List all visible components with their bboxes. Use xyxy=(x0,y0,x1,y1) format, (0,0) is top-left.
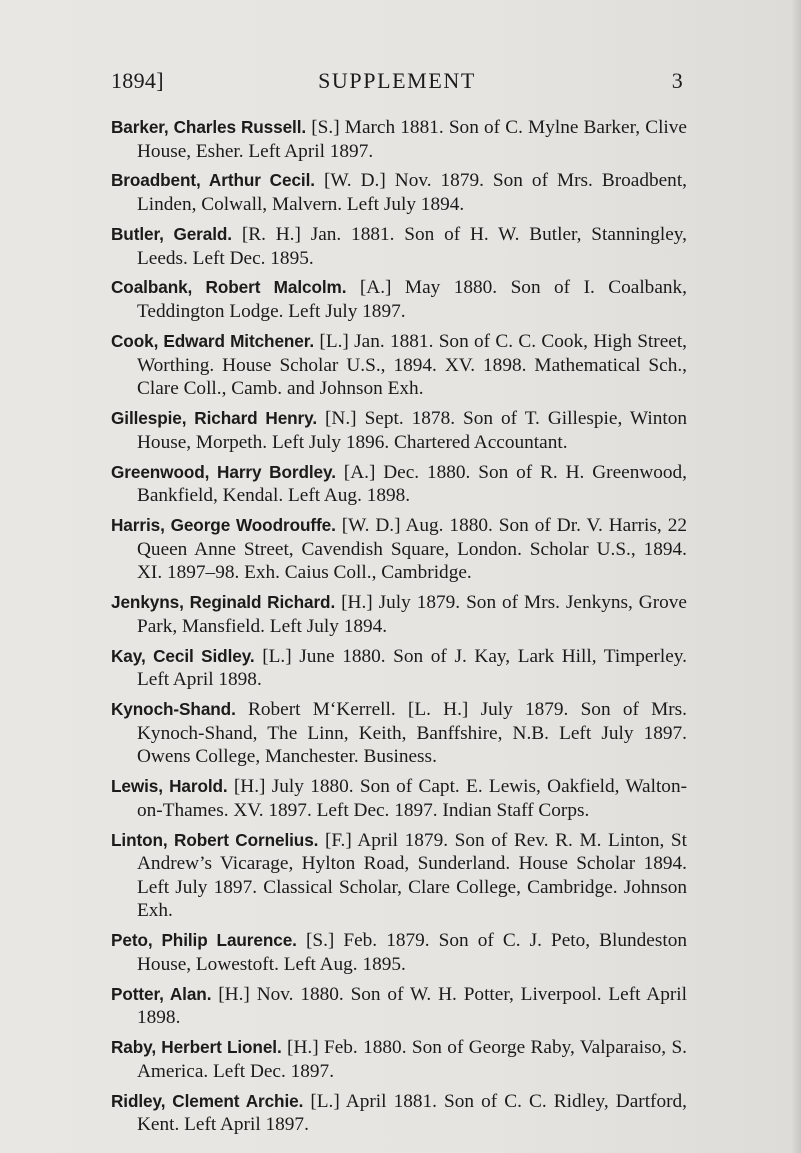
entry-text: [H.] July 1880. Son of Capt. E. Lewis, Oakfield, Walton-on-Thames. XV. 1897. Left Dec. 1897. Indian Staff Corps. xyxy=(137,776,687,821)
entry-name: Lewis, Harold. xyxy=(111,776,228,797)
entry-text: [R. H.] Jan. 1881. Son of H. W. Butler, Stanningley, Leeds. Left Dec. 1895. xyxy=(137,223,687,269)
entry-name: Gillespie, Richard Henry. xyxy=(111,408,318,429)
entry-name: Raby, Herbert Lionel. xyxy=(111,1037,282,1058)
entry xyxy=(111,829,687,923)
entry xyxy=(111,645,687,692)
entry xyxy=(111,223,687,270)
entry-text: [S.] Feb. 1879. Son of C. J. Peto, Blundeston House, Lowestoft. Left Aug. 1895. xyxy=(137,930,687,975)
entry-text: [N.] Sept. 1878. Son of T. Gillespie, Winton House, Morpeth. Left July 1896. Chartered Accountant. xyxy=(137,408,687,453)
entry-text: [H.] Feb. 1880. Son of George Raby, Valparaiso, S. America. Left Dec. 1897. xyxy=(137,1037,687,1082)
entry-text: [H.] Nov. 1880. Son of W. H. Potter, Liverpool. Left April 1898. xyxy=(137,983,687,1029)
entry xyxy=(111,407,687,454)
entry-text: [L.] Jan. 1881. Son of C. C. Cook, High Street, Worthing. House Scholar U.S., 1894. XV. 1898. Mathematical Sch., Clare Coll., Camb. and Johnson Exh. xyxy=(137,330,687,400)
entry-text: [F.] April 1879. Son of Rev. R. M. Linton, St Andrew’s Vicarage, Hylton Road, Sunderland. House Scholar 1894. Left July 1897. Classical Scholar, Clare College, Cambridge. Johnson Exh. xyxy=(137,829,687,922)
entry-name: Potter, Alan. xyxy=(111,983,212,1004)
entry-text: [W. D.] Nov. 1879. Son of Mrs. Broadbent, Linden, Colwall, Malvern. Left July 1894. xyxy=(137,170,688,216)
entry xyxy=(111,929,687,976)
entry-text: [A.] Dec. 1880. Son of R. H. Greenwood, Bankfield, Kendal. Left Aug. 1898. xyxy=(137,461,688,507)
entry xyxy=(111,1090,687,1137)
entry xyxy=(111,276,687,323)
entry-list xyxy=(111,116,687,1143)
entry-text: [A.] May 1880. Son of I. Coalbank, Teddington Lodge. Left July 1897. xyxy=(137,277,687,323)
entry xyxy=(111,698,687,769)
running-header xyxy=(111,68,683,102)
entry-name: Barker, Charles Russell. xyxy=(111,117,307,137)
header-year: 1894] xyxy=(111,68,164,93)
entry-text: [L.] April 1881. Son of C. C. Ridley, Dartford, Kent. Left April 1897. xyxy=(137,1090,687,1136)
entry-name: Harris, George Woodrouffe. xyxy=(111,514,336,535)
entry xyxy=(111,514,687,585)
page-edge-shadow xyxy=(791,0,801,1153)
entry xyxy=(111,116,687,163)
entry xyxy=(111,1036,687,1083)
entry-text: [H.] July 1879. Son of Mrs. Jenkyns, Grove Park, Mansfield. Left July 1894. xyxy=(137,592,687,637)
page-number: 3 xyxy=(671,68,683,93)
entry-name: Butler, Gerald. xyxy=(111,223,232,244)
entry xyxy=(111,461,687,508)
entry-name: Kynoch-Shand. xyxy=(111,699,236,720)
entry-text: Robert M‘Kerrell. [L. H.] July 1879. Son of Mrs. Kynoch-Shand, The Linn, Keith, Banffshire, N.B. Left July 1897. Owens College, Manchester. Business. xyxy=(137,699,688,768)
entry-name: Kay, Cecil Sidley. xyxy=(111,645,255,666)
entry xyxy=(111,169,687,216)
entry-name: Linton, Robert Cornelius. xyxy=(111,829,319,850)
entry-name: Coalbank, Robert Malcolm. xyxy=(111,277,347,298)
entry-text: [W. D.] Aug. 1880. Son of Dr. V. Harris, 22 Queen Anne Street, Cavendish Square, London. Scholar U.S., 1894. XI. 1897–98. Exh. Caius Coll., Cambridge. xyxy=(137,514,687,584)
entry-name: Jenkyns, Reginald Richard. xyxy=(111,592,336,613)
entry-name: Ridley, Clement Archie. xyxy=(111,1090,304,1111)
entry-name: Greenwood, Harry Bordley. xyxy=(111,461,336,482)
header-title: SUPPLEMENT xyxy=(318,68,476,93)
entry xyxy=(111,591,687,638)
entry-name: Peto, Philip Laurence. xyxy=(111,930,297,951)
entry-name: Broadbent, Arthur Cecil. xyxy=(111,170,315,191)
entry xyxy=(111,983,687,1030)
entry-text: [L.] June 1880. Son of J. Kay, Lark Hill, Timperley. Left April 1898. xyxy=(137,645,687,691)
entry xyxy=(111,330,687,401)
entry-name: Cook, Edward Mitchener. xyxy=(111,330,315,351)
entry-text: [S.] March 1881. Son of C. Mylne Barker, Clive House, Esher. Left April 1897. xyxy=(137,117,687,162)
entry xyxy=(111,775,687,822)
